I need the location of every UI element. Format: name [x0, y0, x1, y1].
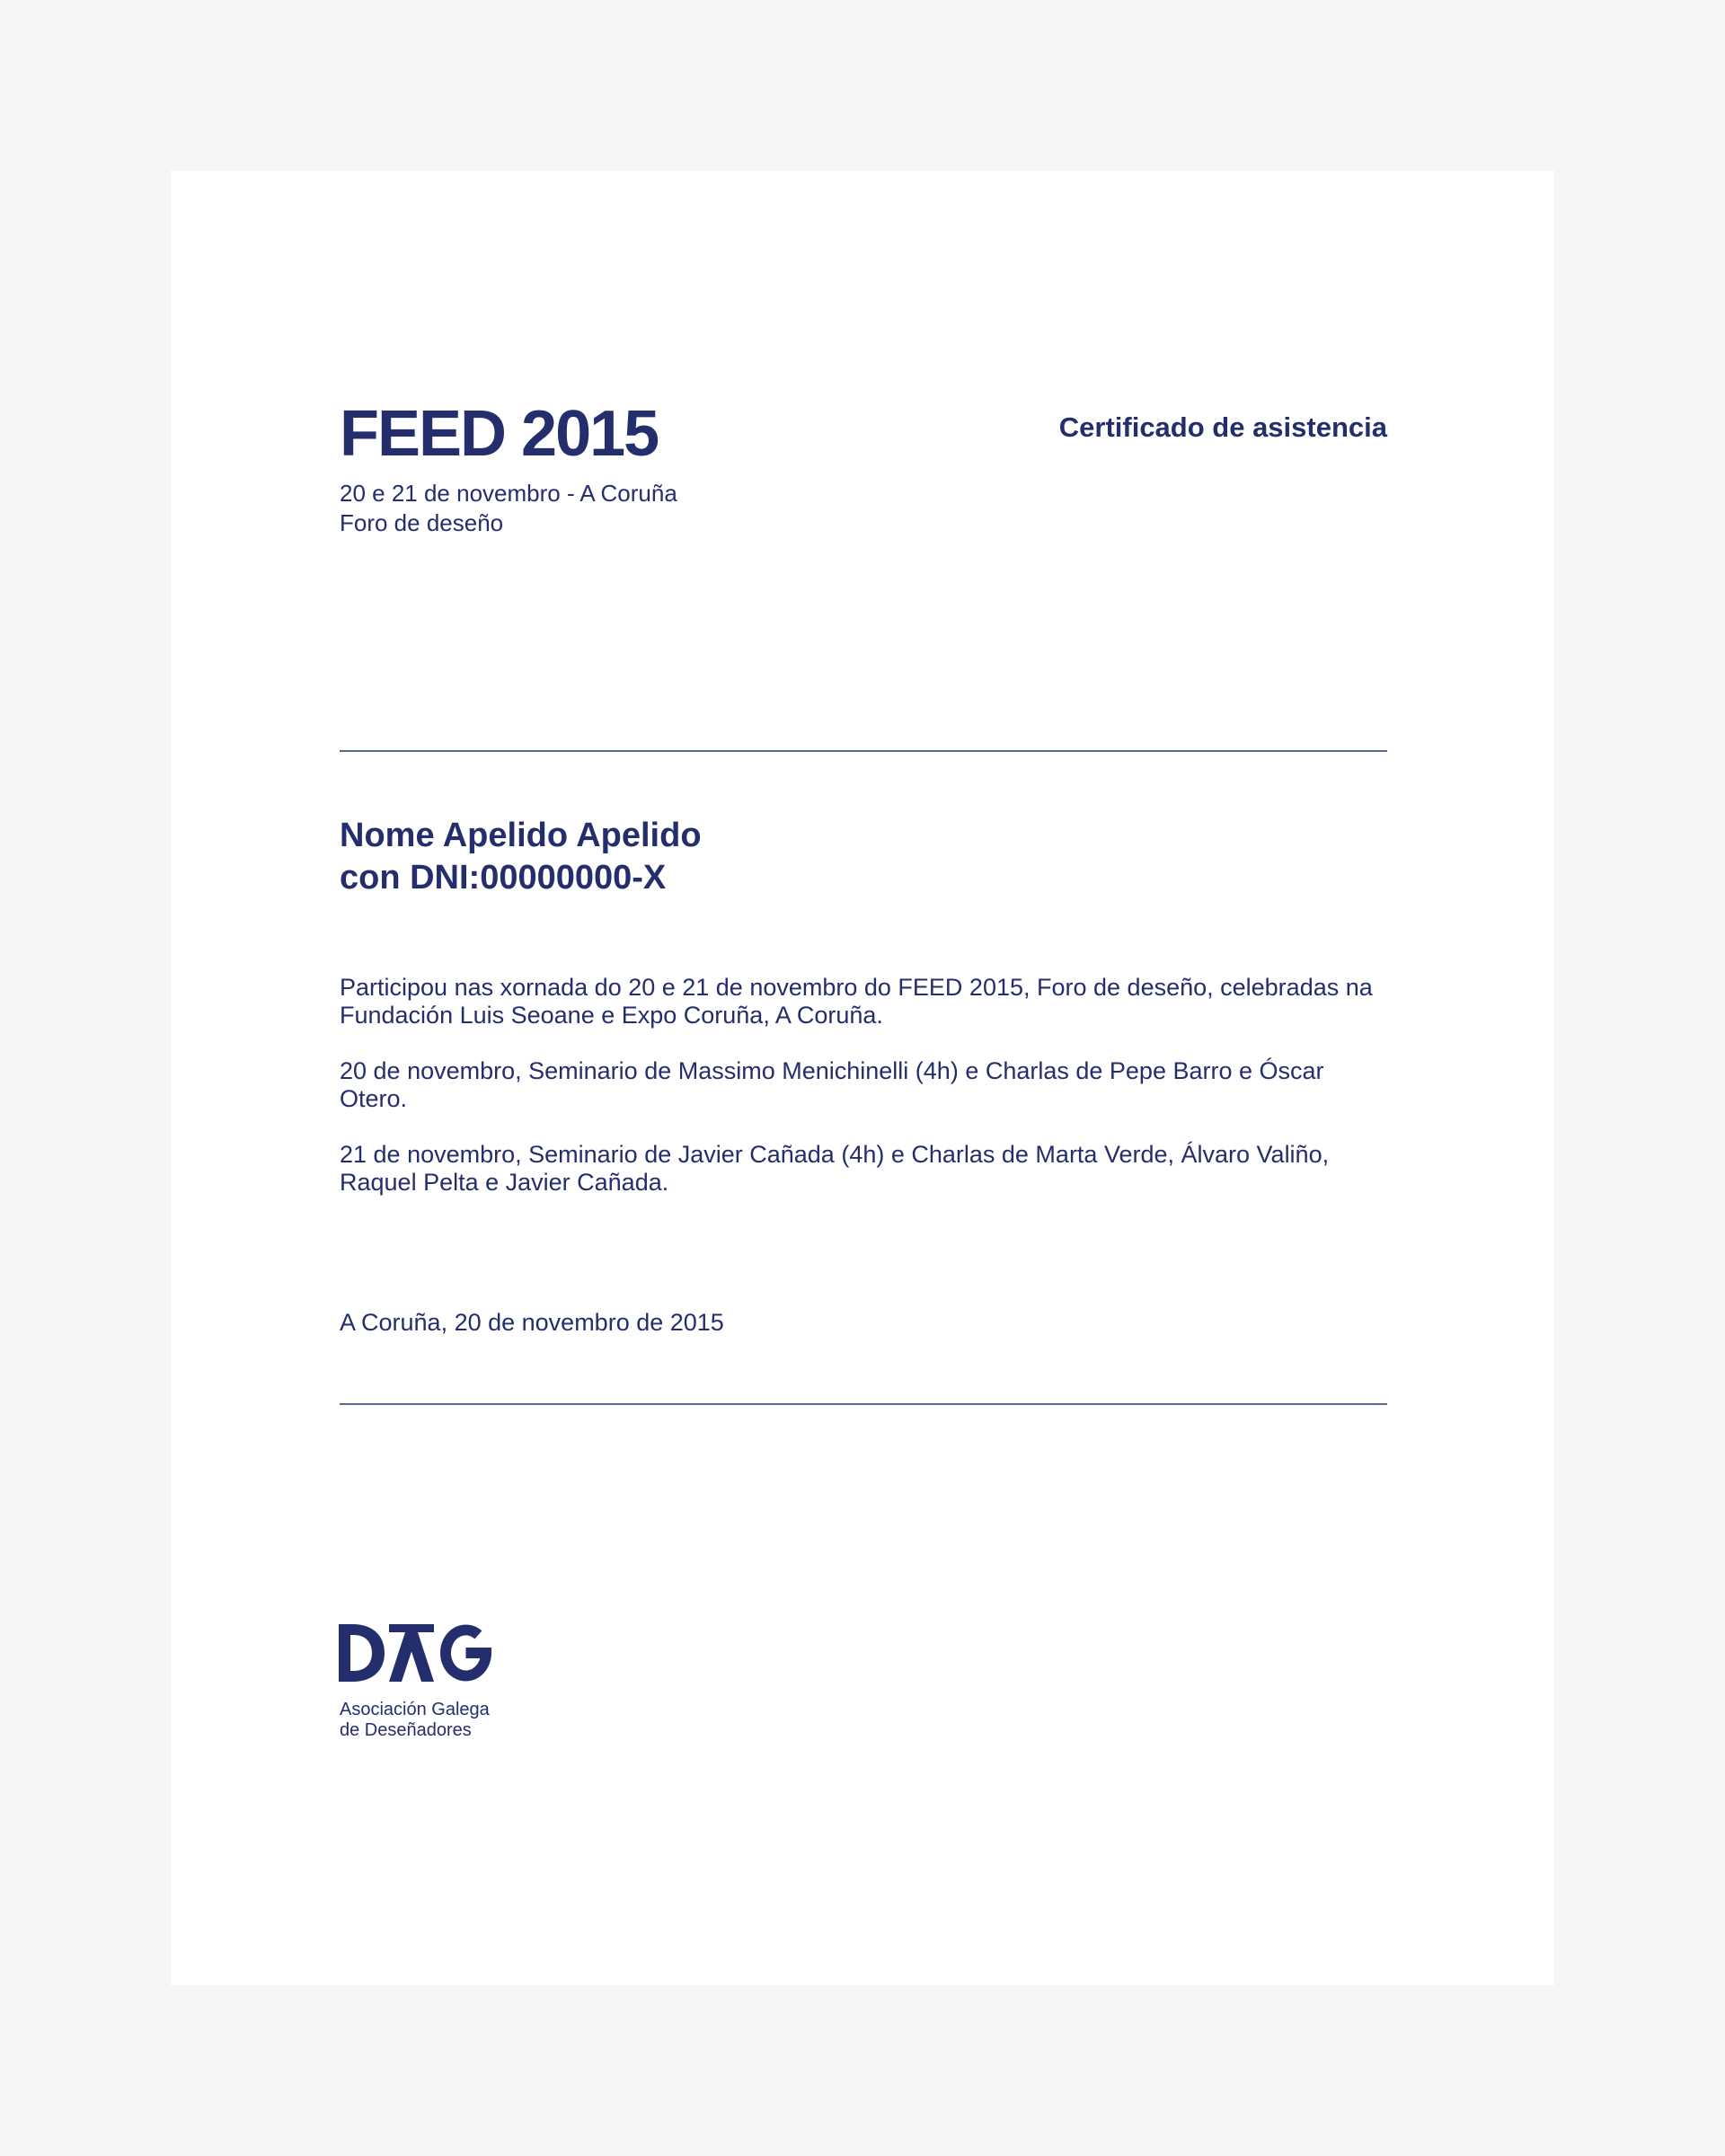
org-name	[340, 1700, 490, 1741]
recipient-name: Nome Apelido Apelido	[340, 817, 702, 854]
org-name-line1: Asociación Galega	[340, 1700, 490, 1719]
dag-logo-letter-g	[446, 1630, 486, 1675]
dag-logo-letter-d	[339, 1624, 385, 1682]
divider-top	[340, 750, 1387, 752]
certificate-title: Certificado de asistencia	[1058, 411, 1387, 443]
divider-bottom	[340, 1403, 1387, 1405]
org-name-line2: de Deseñadores	[340, 1720, 472, 1740]
event-title-block	[340, 400, 677, 538]
event-subtitle-line2: Foro de deseño	[340, 509, 504, 536]
certificate-header	[340, 400, 1387, 538]
recipient-block	[340, 815, 702, 899]
body-paragraph: 21 de novembro, Seminario de Javier Cañada (4h) e Charlas de Marta Verde, Álvaro Valiño, Raquel Pelta e Javier Cañada.	[340, 1141, 1330, 1196]
event-subtitle-line1: 20 e 21 de novembro - A Coruña	[340, 480, 677, 507]
certificate-body	[340, 974, 1387, 1197]
body-paragraph: Participou nas xornada do 20 e 21 de novembro do FEED 2015, Foro de deseño, celebradas na Fundación Luis Seoane e Expo Coruña, A Coruña.	[340, 974, 1373, 1029]
dateline: A Coruña, 20 de novembro de 2015	[340, 1309, 724, 1336]
recipient-dni: con DNI:00000000-X	[340, 859, 667, 897]
body-paragraph: 20 de novembro, Seminario de Massimo Menichinelli (4h) e Charlas de Pepe Barro e Óscar Otero.	[340, 1057, 1324, 1112]
event-subtitle	[340, 479, 677, 538]
dag-logo	[339, 1624, 491, 1682]
event-title: FEED 2015	[340, 398, 659, 470]
dag-logo-letter-a	[389, 1624, 434, 1632]
certificate-page	[171, 171, 1554, 1985]
